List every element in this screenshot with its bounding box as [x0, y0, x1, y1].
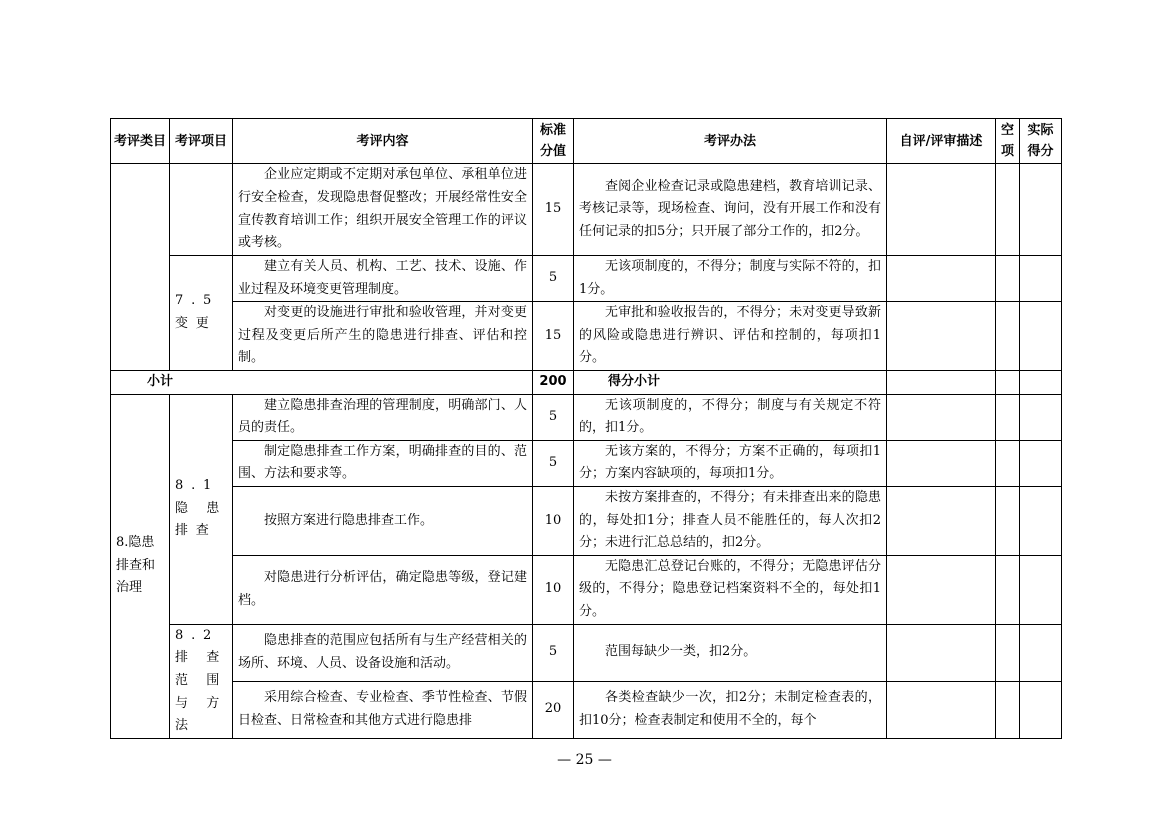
- header-category: 考评类目: [111, 119, 170, 164]
- score-cell: 10: [533, 486, 574, 555]
- header-method: 考评办法: [574, 119, 887, 164]
- table-row: [111, 486, 1062, 555]
- category-hazard: 8.隐患排查和治理: [111, 394, 170, 738]
- self-eval-cell: [887, 164, 996, 256]
- header-self-eval: 自评/评审描述: [887, 119, 996, 164]
- table-row: [111, 256, 1062, 302]
- empty-item-cell: [996, 394, 1020, 440]
- method-cell: 范围每缺少一类，扣2分。: [574, 624, 887, 681]
- actual-score-cell: [1020, 256, 1062, 302]
- method-cell: 查阅企业检查记录或隐患建档，教育培训记录、考核记录等，现场检查、询问，没有开展工作和没有任何记录的扣5分；只开展了部分工作的，扣2分。: [574, 164, 887, 256]
- actual-score-cell: [1020, 681, 1062, 738]
- content-cell: 按照方案进行隐患排查工作。: [233, 486, 533, 555]
- content-cell: 企业应定期或不定期对承包单位、承租单位进行安全检查，发现隐患督促整改；开展经常性安全宣传教育培训工作；组织开展安全管理工作的评议或考核。: [233, 164, 533, 256]
- table-row: [111, 555, 1062, 624]
- header-row: [111, 119, 1062, 164]
- empty-item-cell: [996, 440, 1020, 486]
- empty-item-cell: [996, 555, 1020, 624]
- score-cell: 20: [533, 681, 574, 738]
- self-eval-cell: [887, 555, 996, 624]
- method-cell: 无该方案的，不得分；方案不正确的，每项扣1分；方案内容缺项的，每项扣1分。: [574, 440, 887, 486]
- table-row: [111, 302, 1062, 371]
- actual-score-cell: [1020, 624, 1062, 681]
- content-cell: 建立隐患排查治理的管理制度，明确部门、人员的责任。: [233, 394, 533, 440]
- actual-score-cell: [1020, 164, 1062, 256]
- empty-item-cell: [996, 486, 1020, 555]
- self-eval-cell: [887, 394, 996, 440]
- actual-score-cell: [1020, 370, 1062, 394]
- item-cell-empty: [170, 164, 233, 256]
- table-row: [111, 440, 1062, 486]
- self-eval-cell: [887, 440, 996, 486]
- item-change: 7.5 变更: [170, 256, 233, 371]
- actual-score-cell: [1020, 302, 1062, 371]
- score-cell: 5: [533, 440, 574, 486]
- self-eval-cell: [887, 681, 996, 738]
- header-empty-item: 空项: [996, 119, 1020, 164]
- score-cell: 15: [533, 302, 574, 371]
- method-cell: 无隐患汇总登记台账的，不得分；无隐患评估分级的，不得分；隐患登记档案资料不全的，每处扣1分。: [574, 555, 887, 624]
- self-eval-cell: [887, 624, 996, 681]
- content-cell: 采用综合检查、专业检查、季节性检查、节假日检查、日常检查和其他方式进行隐患排: [233, 681, 533, 738]
- content-cell: 建立有关人员、机构、工艺、技术、设施、作业过程及环境变更管理制度。: [233, 256, 533, 302]
- content-cell: 对变更的设施进行审批和验收管理，并对变更过程及变更后所产生的隐患进行排查、评估和控制。: [233, 302, 533, 371]
- item-scope-method: 8.2 排查范围与方法: [170, 624, 233, 738]
- table-row: [111, 624, 1062, 681]
- method-cell: 无该项制度的，不得分；制度与有关规定不符的，扣1分。: [574, 394, 887, 440]
- actual-score-cell: [1020, 555, 1062, 624]
- actual-score-cell: [1020, 394, 1062, 440]
- header-item: 考评项目: [170, 119, 233, 164]
- score-cell: 15: [533, 164, 574, 256]
- method-cell: 无审批和验收报告的，不得分；未对变更导致新的风险或隐患进行辨识、评估和控制的，每项扣1分。: [574, 302, 887, 371]
- empty-item-cell: [996, 681, 1020, 738]
- actual-score-cell: [1020, 486, 1062, 555]
- evaluation-table: [110, 118, 1062, 739]
- empty-item-cell: [996, 302, 1020, 371]
- empty-item-cell: [996, 256, 1020, 302]
- self-eval-cell: [887, 486, 996, 555]
- score-cell: 10: [533, 555, 574, 624]
- method-cell: 无该项制度的，不得分；制度与实际不符的，扣1分。: [574, 256, 887, 302]
- table-row: [111, 164, 1062, 256]
- page-number: — 25 —: [557, 752, 612, 768]
- subtotal-method: 得分小计: [574, 370, 887, 394]
- header-content: 考评内容: [233, 119, 533, 164]
- score-cell: 5: [533, 624, 574, 681]
- subtotal-score: 200: [533, 370, 574, 394]
- item-hazard-check: 8.1 隐患排查: [170, 394, 233, 624]
- empty-item-cell: [996, 370, 1020, 394]
- score-cell: 5: [533, 256, 574, 302]
- self-eval-cell: [887, 370, 996, 394]
- empty-item-cell: [996, 624, 1020, 681]
- subtotal-label: 小计: [111, 370, 533, 394]
- subtotal-row: [111, 370, 1062, 394]
- header-actual-score: 实际得分: [1020, 119, 1062, 164]
- table-row: [111, 681, 1062, 738]
- header-standard-score: 标准分值: [533, 119, 574, 164]
- self-eval-cell: [887, 302, 996, 371]
- table-row: [111, 394, 1062, 440]
- score-cell: 5: [533, 394, 574, 440]
- content-cell: 隐患排查的范围应包括所有与生产经营相关的场所、环境、人员、设备设施和活动。: [233, 624, 533, 681]
- method-cell: 各类检查缺少一次，扣2分；未制定检查表的，扣10分；检查表制定和使用不全的，每个: [574, 681, 887, 738]
- method-cell: 未按方案排查的，不得分；有未排查出来的隐患的，每处扣1分；排查人员不能胜任的，每人次扣2分；未进行汇总总结的，扣2分。: [574, 486, 887, 555]
- actual-score-cell: [1020, 440, 1062, 486]
- category-cell-empty: [111, 164, 170, 371]
- content-cell: 制定隐患排查工作方案，明确排查的目的、范围、方法和要求等。: [233, 440, 533, 486]
- content-cell: 对隐患进行分析评估，确定隐患等级，登记建档。: [233, 555, 533, 624]
- empty-item-cell: [996, 164, 1020, 256]
- self-eval-cell: [887, 256, 996, 302]
